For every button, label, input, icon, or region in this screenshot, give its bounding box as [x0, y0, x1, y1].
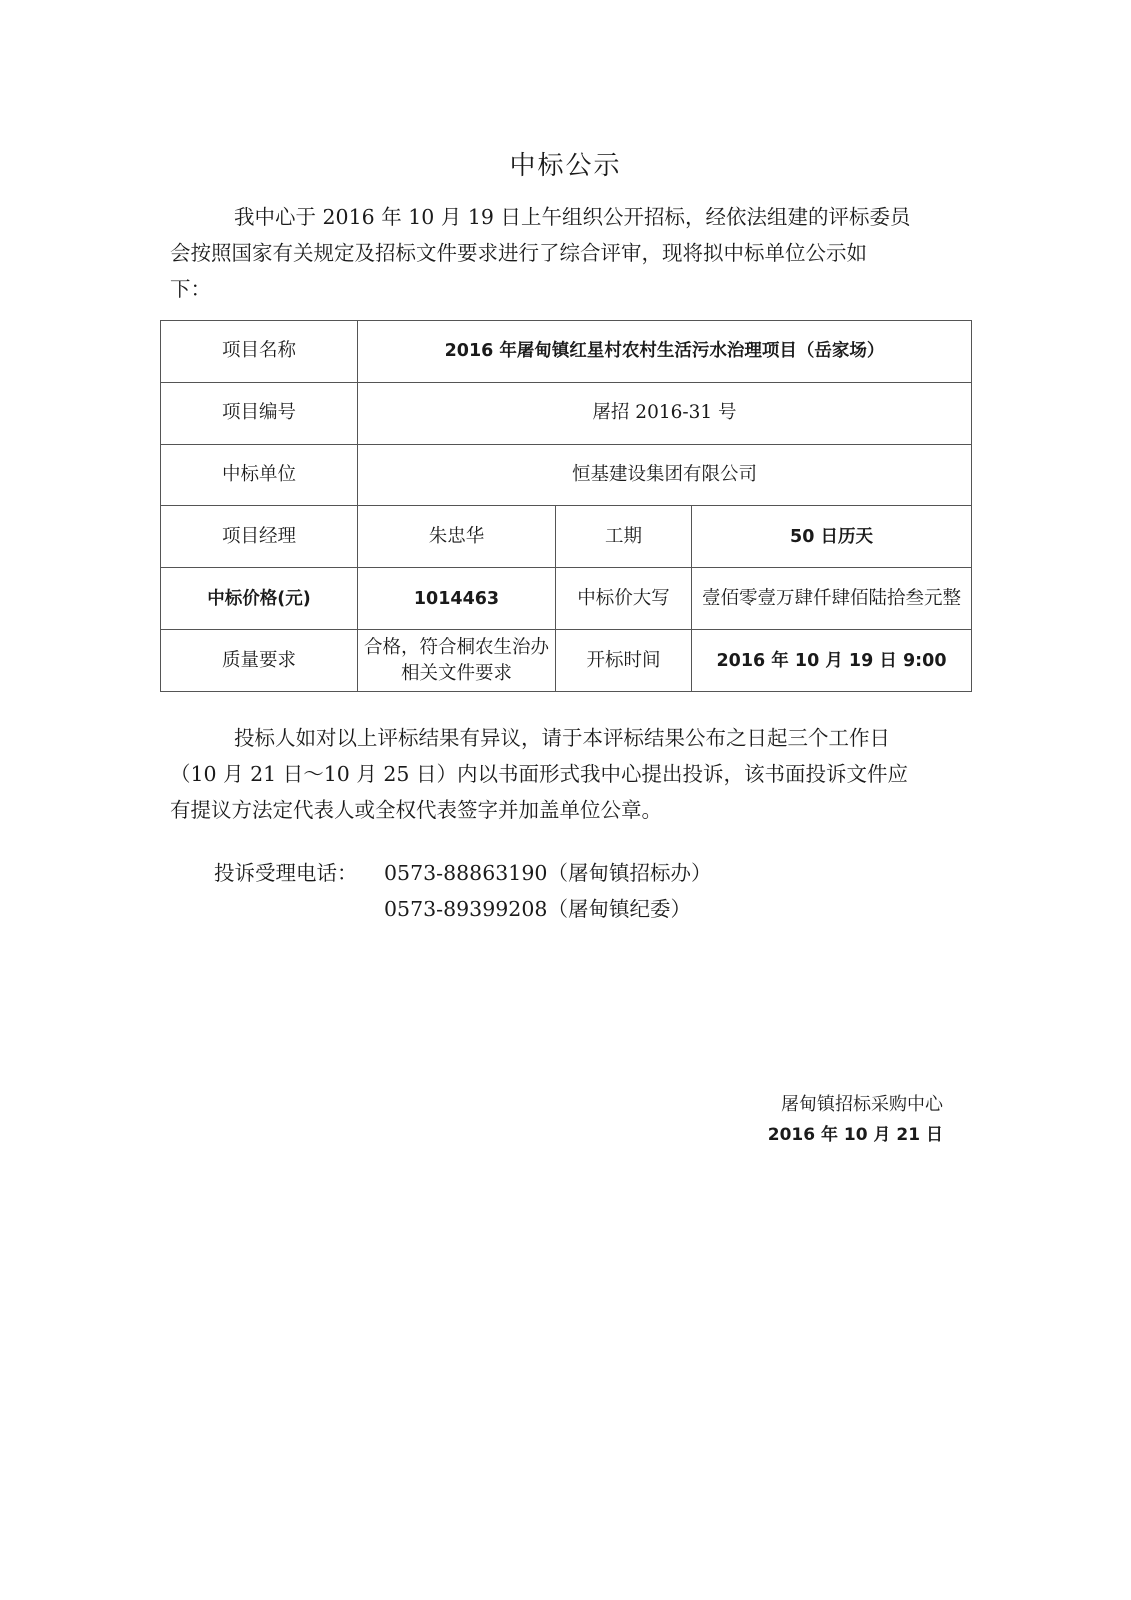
- issuing-org: 屠甸镇招标采购中心: [781, 1094, 943, 1115]
- page-title: 中标公示: [509, 151, 622, 181]
- intro-paragraph: [170, 199, 970, 307]
- project-name-label: 项目名称: [161, 321, 358, 383]
- price-upper-value: 壹佰零壹万肆仟肆佰陆拾叁元整: [692, 568, 972, 630]
- table-row: [161, 568, 972, 630]
- project-no-label: 项目编号: [161, 382, 358, 444]
- project-name-value: 2016 年屠甸镇红星村农村生活污水治理项目（岳家场）: [358, 321, 972, 383]
- open-time-value: 2016 年 10 月 19 日 9:00: [692, 630, 972, 692]
- objection-line-1: 投标人如对以上评标结果有异议，请于本评标结果公布之日起三个工作日: [234, 726, 890, 750]
- quality-value: 合格，符合桐农生治办相关文件要求: [358, 630, 556, 692]
- table-row: [161, 506, 972, 568]
- issue-date: 2016 年 10 月 21 日: [767, 1125, 943, 1145]
- duration-value: 50 日历天: [692, 506, 972, 568]
- table-row: [161, 630, 972, 692]
- project-no-value: 屠招 2016-31 号: [358, 382, 972, 444]
- contact-label: 投诉受理电话：: [214, 861, 358, 885]
- objection-line-2: （10 月 21 日～10 月 25 日）内以书面形式我中心提出投诉，该书面投诉文件应: [170, 762, 908, 786]
- complaint-contact: [214, 855, 711, 927]
- table-row: [161, 382, 972, 444]
- objection-line-3: 有提议方法定代表人或全权代表签字并加盖单位公章。: [170, 798, 662, 822]
- price-value: 1014463: [358, 568, 556, 630]
- manager-label: 项目经理: [161, 506, 358, 568]
- manager-value: 朱忠华: [358, 506, 556, 568]
- signature-block: [768, 1090, 943, 1150]
- winner-value: 恒基建设集团有限公司: [358, 444, 972, 506]
- award-info-table: [160, 320, 972, 692]
- table-row: [161, 444, 972, 506]
- table-row: [161, 321, 972, 383]
- phone-2: 0573-89399208（屠甸镇纪委）: [384, 897, 691, 921]
- duration-label: 工期: [556, 506, 692, 568]
- winner-label: 中标单位: [161, 444, 358, 506]
- price-label: 中标价格(元): [161, 568, 358, 630]
- phone-1: 0573-88863190（屠甸镇招标办）: [384, 861, 712, 885]
- quality-label: 质量要求: [161, 630, 358, 692]
- open-time-label: 开标时间: [556, 630, 692, 692]
- intro-line-1: 我中心于 2016 年 10 月 19 日上午组织公开招标，经依法组建的评标委员: [234, 205, 911, 229]
- objection-paragraph: [170, 720, 970, 828]
- intro-line-2: 会按照国家有关规定及招标文件要求进行了综合评审，现将拟中标单位公示如: [170, 241, 867, 265]
- intro-line-3: 下：: [170, 277, 211, 301]
- price-upper-label: 中标价大写: [556, 568, 692, 630]
